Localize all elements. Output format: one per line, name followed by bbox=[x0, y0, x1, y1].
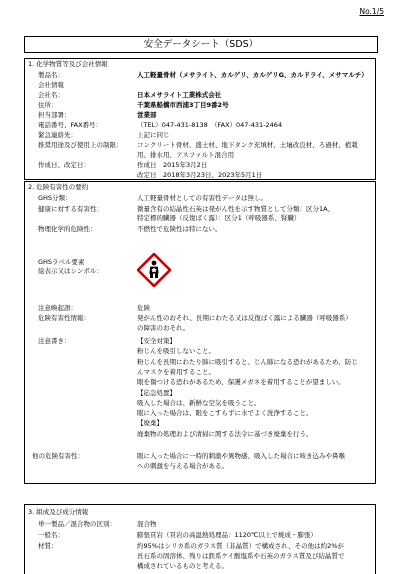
section-2-row-value: 微量含有の結晶性石英は発がん性を示す物質として分類：区分1A、 bbox=[137, 205, 335, 213]
section-2-row-value: 特定標的臓器（反復ばく露）：区分1（呼吸器系、腎臓） bbox=[137, 214, 301, 222]
caution-line: 粉じんを長期にわたり肺に吸引すると、じん肺になる恐れがあるため、防じ bbox=[137, 357, 358, 366]
section-1-row-value: （TEL）047-431-8138 （FAX）047-431-2464 bbox=[137, 121, 283, 129]
section-1-row-value: コンクリート骨材、盛土材、地下タンク充填材、土壌改良材、ろ過材、植栽 bbox=[137, 141, 358, 149]
section-1-row-label: 会社情報 bbox=[38, 81, 64, 89]
section-1-row-label: 推奨用途及び使用上の制限： bbox=[38, 141, 123, 149]
section-1-row-value: 上記に同じ bbox=[137, 131, 170, 139]
pictogram-label: 絵表示又はシンボル： bbox=[38, 267, 103, 275]
section-3-row-label: 材質： bbox=[38, 542, 58, 550]
hazard-info-line: 発がん性のおそれ、長期にわたる又は反復ばく露による臓器（呼吸器系） bbox=[137, 314, 352, 322]
section-1-row-value: 営業部 bbox=[137, 111, 157, 119]
caution-key: 注意書き： bbox=[38, 337, 71, 345]
section-2-row-label: 健康に対する有害性： bbox=[38, 205, 103, 213]
other-hazard-line: 眼に入った場合に一時的刺激や異物感、吸入した場合に咳き込みや鼻喉 bbox=[137, 452, 345, 460]
section-1-row-label: 作成日、改定日： bbox=[38, 161, 90, 169]
section-1-row-value: 千葉県船橋市西浦3丁目9番2号 bbox=[137, 101, 229, 109]
section-1-row-value: 改定日 2018年3月23日、2023年5月1日 bbox=[137, 171, 263, 179]
section-3-row-value: 約95%はシリカ系のガラス質（非晶質）で構成され、その他は約2%が bbox=[137, 542, 344, 550]
section-1-row-value: 作成日 2015年3月2日 bbox=[137, 161, 208, 169]
signal-word-value: 危険 bbox=[137, 304, 150, 312]
signal-word-key: 注意喚起語： bbox=[38, 304, 77, 312]
section-1-row-value: 人工軽量骨材（メサライト、カルゲリ、カルゲリG、カルドライ、メサマルチ） bbox=[137, 71, 368, 79]
other-hazard-line: への刺激を与える場合がある。 bbox=[137, 462, 228, 470]
section-2-row-label: 物理化学的危険性： bbox=[38, 225, 97, 233]
section-2-row-label: GHS分類： bbox=[38, 194, 72, 202]
page-number: No.1/5 bbox=[359, 7, 384, 16]
section-2-row-value: 人工軽量骨材としての有害性データは無し。 bbox=[137, 194, 267, 202]
section-3-row-label: 単一製品／混合物の区別： bbox=[38, 520, 116, 528]
section-1-heading: 1. 化学物質等及び会社情報 bbox=[28, 60, 108, 68]
caution-line: 廃棄物の処理および清掃に関する法令に基づき廃棄を行う。 bbox=[137, 429, 313, 438]
section-1-row-label: 住所： bbox=[38, 101, 58, 109]
ghs-health-hazard-icon bbox=[137, 253, 171, 287]
section-3-row-value: 膨張頁岩（頁岩の高温熱処理品：1120℃以上で焼成・膨張） bbox=[137, 531, 317, 539]
section-1-row-label: 電話番号、FAX番号： bbox=[38, 121, 103, 129]
caution-line: 【安全対策】 bbox=[137, 337, 176, 345]
caution-line: んマスクを着用すること。 bbox=[137, 367, 215, 376]
section-1-row-value: 用、排水用、アスファルト混合用 bbox=[137, 151, 235, 159]
section-2-heading: 2. 危険有害性の要約 bbox=[28, 183, 89, 191]
hazard-info-key: 危険有害性情報： bbox=[38, 314, 90, 322]
ghs-label-heading: GHSラベル要素 bbox=[38, 258, 85, 266]
section-3-row-value: 混合物 bbox=[137, 520, 157, 528]
caution-line: 眼に入った場合は、眼をこすらずに水でよく洗浄すること。 bbox=[137, 409, 313, 418]
section-3-row-value: 長石系の固溶体、残りは鉄系ケイ酸塩系や石英のガラス質及び結晶質で bbox=[137, 552, 345, 560]
section-3-row-label: 一般名： bbox=[38, 531, 64, 539]
section-2-row-value: 不燃性で危険性は特にない。 bbox=[137, 225, 222, 233]
caution-line: 吸入した場合は、新鮮な空気を吸うこと。 bbox=[137, 398, 261, 407]
section-1-row-label: 緊急連絡先： bbox=[38, 131, 77, 139]
document-title: 安全データシート（SDS） bbox=[24, 36, 378, 53]
caution-line: 粉じんを吸引しないこと。 bbox=[137, 347, 215, 356]
caution-line: 【廃棄】 bbox=[137, 419, 163, 428]
hazard-info-line: の障害のおそれ。 bbox=[137, 324, 190, 332]
other-hazard-key: 他の危険有害性： bbox=[32, 452, 84, 460]
caution-line: 【応急処置】 bbox=[137, 388, 176, 397]
section-1-row-label: 会社名： bbox=[38, 91, 64, 99]
section-1-row-label: 製品名： bbox=[38, 71, 64, 79]
section-1-row-value: 日本メサライト工業株式会社 bbox=[137, 91, 222, 99]
section-3-row-value: 構成されているものと考える。 bbox=[137, 562, 228, 570]
section-3-heading: 3. 組成及び成分情報 bbox=[28, 508, 89, 516]
section-1-row-label: 担当部署： bbox=[38, 111, 71, 119]
caution-line: 眼を傷つける恐れがあるため、保護メガネを着用することが望ましい。 bbox=[137, 378, 345, 387]
